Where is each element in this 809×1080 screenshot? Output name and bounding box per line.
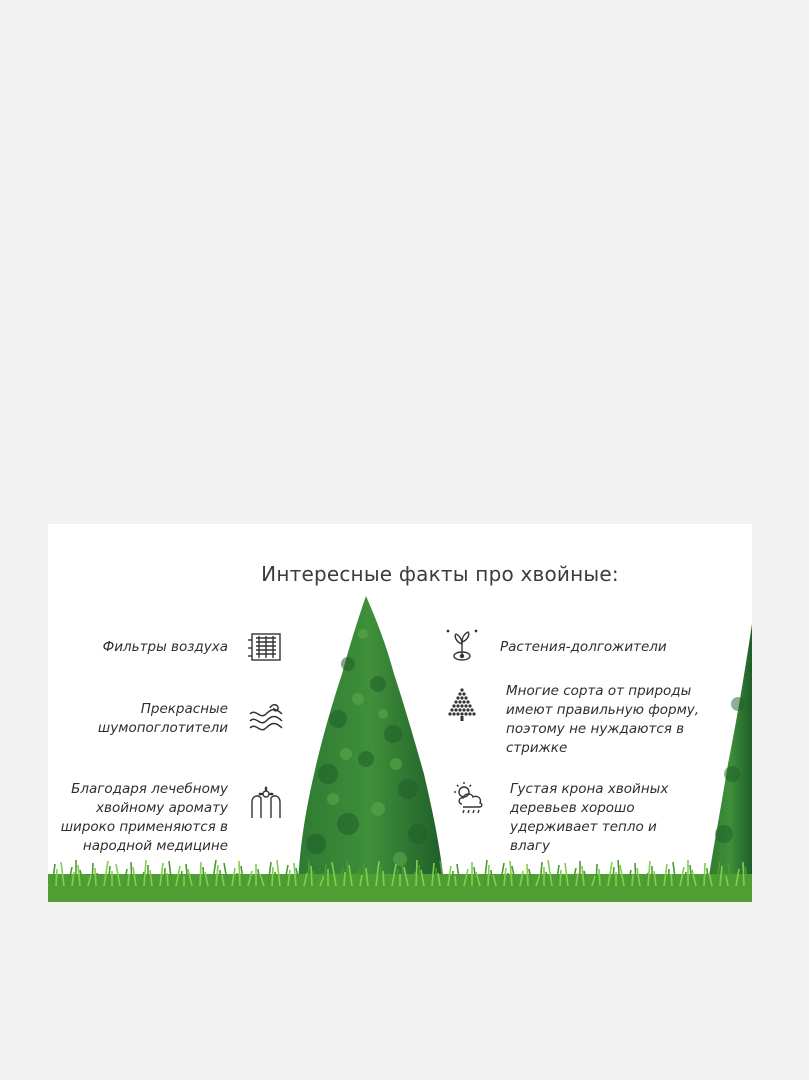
page-title: Интересные факты про хвойные: [261, 562, 619, 586]
sun-cloud-rain-icon [450, 778, 490, 818]
infographic-card [48, 524, 752, 902]
fact-natural-shape: Многие сорта от природы имеют правильную форму, поэтому не нуждаются в стрижке [506, 683, 700, 756]
sprout-icon [442, 624, 482, 664]
fact-folk-medicine: Благодаря лечебному хвойному аромату широко применяются в народной медицине [60, 781, 228, 854]
fact-noise-absorbers: Прекрасные шумопоглотители [97, 701, 228, 736]
fact-dense-crown: Густая крона хвойных деревьев хорошо удерживает тепло и влагу [510, 781, 669, 854]
air-filter-icon [246, 628, 286, 668]
hands-flower-icon [246, 782, 286, 822]
fact-air-filter: Фильтры воздуха [102, 639, 228, 655]
cone-tree-icon [442, 684, 482, 724]
fact-long-living: Растения-долгожители [500, 639, 667, 655]
sound-waves-icon [246, 698, 286, 738]
